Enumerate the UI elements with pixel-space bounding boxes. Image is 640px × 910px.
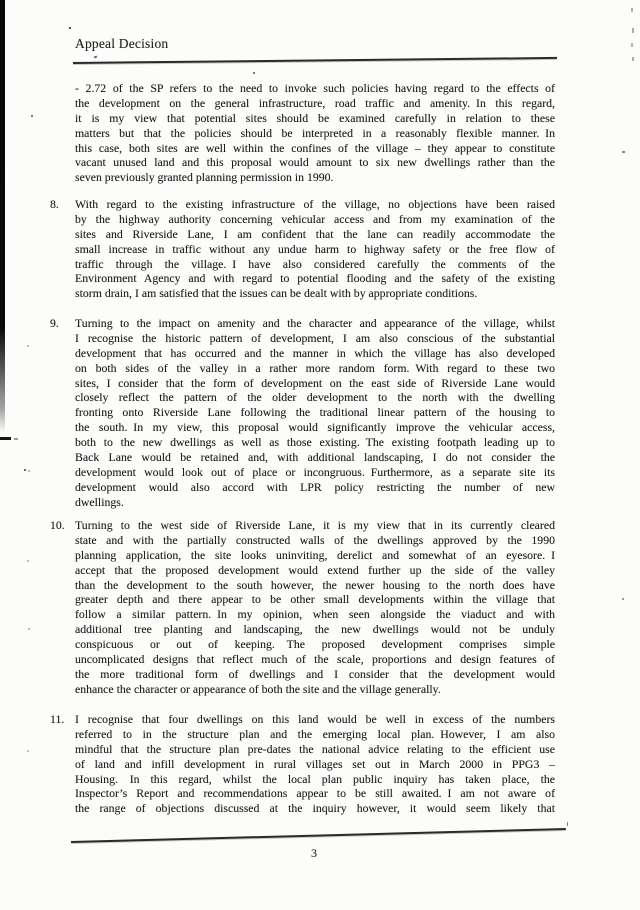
scan-speck	[28, 628, 30, 630]
paragraph-lines	[75, 197, 555, 301]
text-line: Turning to the impact on amenity and the character and appearance of the village, whilst	[75, 316, 555, 330]
numbered-paragraph	[50, 518, 555, 697]
text-line: small increase in traffic without any undue harm to highway safety or the free flow of	[75, 241, 555, 256]
numbered-paragraph	[50, 197, 555, 301]
scan-speck	[622, 598, 624, 600]
text-line: conspicuous or out of keeping. The proposed development comprises simple	[75, 637, 555, 652]
scan-speck	[28, 470, 30, 472]
text-line: storm drain, I am satisfied that the issues can be dealt with by appropriate conditions.	[75, 286, 478, 301]
text-line: planning application, the site looks uninviting, derelict and somewhat of an eyesore. I	[75, 547, 555, 562]
scan-edge-speck	[631, 8, 633, 12]
text-line: Back Lane would be retained and, with additional landscaping, I do not consider the	[75, 450, 555, 465]
scan-speck	[253, 72, 255, 74]
text-line: vacant unused land and this proposal would amount to six new dwellings rather than the	[75, 155, 555, 170]
text-line: than the development to the south however, the newer housing to the north does have	[75, 577, 555, 592]
scan-edge-speck	[632, 28, 634, 33]
text-line: sites, I consider that the form of development on the east side of Riverside Lane would	[75, 375, 555, 390]
continuation-paragraph	[50, 81, 555, 185]
text-line: on both sides of the valley in a rather more random form. With regard to these two	[75, 360, 555, 375]
text-line: mindful that the structure plan pre-dates the national advice relating to the efficient use	[75, 741, 555, 756]
text-line: Housing. In this regard, whilst the local plan public inquiry has taken place, the	[75, 771, 555, 786]
text-line: closely reflect the pattern of the older development to the north with the dwelling	[75, 390, 555, 405]
numbered-paragraph	[50, 316, 555, 510]
text-line: greater depth and there appear to be other small developments within the village that	[75, 592, 555, 607]
text-line: accept that the proposed development would extend further up the side of the valley	[75, 562, 555, 577]
paragraph-number: 8.	[50, 197, 59, 211]
text-line: matters but that the policies should be interpreted in a reasonably flexible manner. In	[75, 125, 555, 140]
scan-edge-bar	[0, 0, 5, 432]
scan-speck	[24, 469, 26, 471]
text-line: With regard to the existing infrastructure of the village, no objections have been raised	[75, 197, 555, 211]
text-line: additional tree planting and landscaping, the new dwellings would not be unduly	[75, 622, 555, 637]
scan-speck	[31, 115, 33, 117]
scan-speck	[14, 438, 18, 440]
scan-speck	[94, 55, 98, 58]
text-line: development would look out of place or incongruous. Furthermore, as a separate site its	[75, 464, 555, 479]
numbered-paragraph	[50, 712, 555, 816]
text-line: development would also accord with LPR policy restricting the number of new	[75, 479, 555, 494]
text-line: seven previously granted planning permission in 1990.	[75, 170, 334, 185]
text-line: I recognise the historic pattern of development, I am also conscious of the substantial	[75, 330, 555, 345]
text-line: both to the new dwellings as well as those existing. The existing footpath leading up to	[75, 435, 555, 450]
text-line: Inspector’s Report and recommendations appear to be still awaited. I am not aware of	[75, 786, 555, 801]
paragraph-number: 10.	[50, 518, 65, 532]
text-line: Environment Agency and with regard to potential flooding and the safety of the existing	[75, 271, 555, 286]
scan-edge-speck	[631, 43, 633, 47]
text-line: fronting onto Riverside Lane following the traditional linear pattern of the housing to	[75, 405, 555, 420]
text-line: traffic through the village. I have also considered carefully the comments of the	[75, 256, 555, 271]
text-line: this case, both sites are well within the confines of the village – they appear to constitute	[75, 140, 555, 155]
scan-speck	[69, 27, 71, 29]
text-line: development that has occurred and the manner in which the village has also developed	[75, 345, 555, 360]
text-line: dwellings.	[75, 494, 124, 509]
scan-speck	[622, 151, 625, 153]
text-line: the more traditional form of dwellings and I consider that the development would	[75, 666, 555, 681]
scan-speck	[27, 750, 29, 752]
header-rule	[73, 57, 557, 64]
text-line: uncomplicated designs that reflect much of the scale, proportions and design features of	[75, 652, 555, 667]
scan-edge-speck	[632, 57, 634, 61]
paragraph-lines	[75, 316, 555, 510]
scan-speck	[27, 560, 29, 562]
paragraph-number: 9.	[50, 316, 59, 330]
page-number: 3	[311, 846, 317, 860]
paragraph-lines	[75, 712, 555, 816]
text-line: the development on the general infrastructure, road traffic and amenity. In this regard,	[75, 95, 555, 110]
scan-speck	[27, 345, 29, 347]
paragraph-number: 11.	[50, 712, 65, 726]
text-line: the south. In my view, this proposal would significantly improve the vehicular access,	[75, 420, 555, 435]
footer-rule	[71, 828, 566, 843]
paragraph-lines	[75, 81, 555, 185]
document-header-title: Appeal Decision	[75, 36, 169, 51]
text-line: state and with the partially constructed walls of the dwellings approved by the 1990	[75, 532, 555, 547]
text-line: by the highway authority concerning vehicular access and from my examination of the	[75, 211, 555, 226]
text-line: enhance the character or appearance of both the site and the village generally.	[75, 681, 441, 696]
text-line: I recognise that four dwellings on this land would be well in excess of the numbers	[75, 712, 555, 726]
text-line: it is my view that potential sites should be examined carefully in relation to these	[75, 110, 555, 125]
scan-speck	[567, 822, 568, 826]
text-line: Turning to the west side of Riverside Lane, it is my view that in its currently cleared	[75, 518, 555, 532]
text-line: - 2.72 of the SP refers to the need to invoke such policies having regard to the effects of	[75, 81, 555, 95]
text-line: follow a similar pattern. In my opinion, when seen alongside the viaduct and with	[75, 607, 555, 622]
text-line: sites and Riverside Lane, I am confident that the lane can readily accommodate the	[75, 226, 555, 241]
scan-margin-dash	[0, 437, 11, 440]
text-line: of land and infill development in rural villages set out in March 2000 in PPG3 –	[75, 756, 555, 771]
text-line: the range of objections discussed at the inquiry however, it would seem likely that	[75, 801, 555, 816]
text-line: referred to in the structure plan and the emerging local plan. However, I am also	[75, 726, 555, 741]
paragraph-lines	[75, 518, 555, 697]
